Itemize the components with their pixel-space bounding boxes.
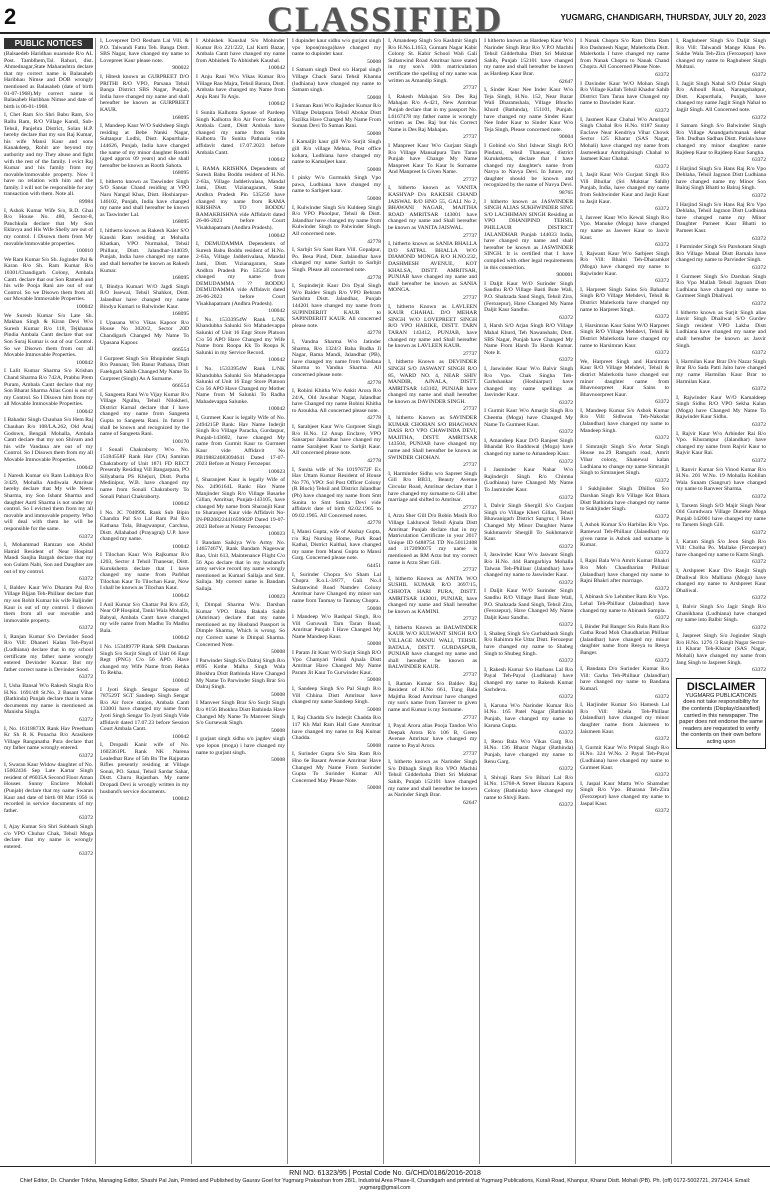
- classified-ad: I, hitherto known as Narinder Singh S/o Dilbagh Singh R/o VPO Machhi Tehsil Gidderbaha Distt Sri Muktsar Sahib, Punjab 152101 have changed my name and shall hereafter be known as Narinder Singh Brar.: [388, 759, 478, 799]
- ad-reference-number: 100042: [172, 635, 190, 642]
- ad-reference-number: 63372: [79, 717, 94, 723]
- classified-ad: I, Jagjit Singh Nahal S/O Didar Singh R/o Alhoull Road, Narangshahpur, Distt. Kapurthala, Punjab, have changed my name Jagjit Singh Nahal to Jagjit Singh. All Concerned note.: [676, 80, 766, 113]
- ad-reference-number: 50008: [271, 757, 286, 764]
- ad-reference-number: 63372: [752, 386, 766, 393]
- ad-reference-number: 63372: [752, 235, 766, 242]
- column-5: [386, 38, 480, 1164]
- classified-ad: I, Jaswinder Kaur W/o Jaswant Singh R/o H.No. 444 Ramgarhiya Mohalla Talwan Teh-Phillaur (Jalandhar) have changed my name to Jaswinder Kaur.: [484, 552, 574, 579]
- classified-ad: I, Harmilan Kaur Brar D/o Nazar Singh Brar R/o Sada Patti Jaito have changed my name Harmilan Kaur Brar to Harmilan Kaur.: [676, 358, 766, 385]
- classified-ad: We Ram Kumar S/o Sh. Joginder Pal & Karan R/o Sh. Ram Kumar R/o 10301/Chandigarh Colony, Ambala Cantt. declare that our Son Ramesh and his wife Pooja Rani are out of our Control. So we Disown them from all our Movable Immovable Properties.: [4, 256, 94, 303]
- classified-ad: I, RAMA KRISHNA Dependents of Suresh Babu Boddu resident of H.No. 2-63a, Village Jaddetivalasa, Mandal Jami, Distt. Vizianagaram, State Andhra Pradesh Pin 535250 have changed my name from RAMA KRISHNA TO BODDU RAMAKRISHNA vide Affidavit dated 26-06-2023 before Court Visakhapatnam (Andhra Pradesh).: [196, 165, 286, 232]
- classified-ad: I, hitherto Known as DEVINDER SINGH S/O JASWANT SINGH R/O 85, WARD NO. 4, NEAR SHIV MANDIR, AJNALA, DISTT. AMRITSAR 143102, PUNJAB have changed my name and shall hereafter be known as DAVINDER SINGH.: [388, 359, 478, 405]
- classified-ad: I Suman Rani W/o Rajinder Kumar R/o Village Dolatpura Tehsil Abohar Distt Fazilka Have Changed My Name From Suman Devi To Suman Rani.: [292, 103, 382, 130]
- ad-reference-number: 100042: [268, 232, 286, 239]
- classified-ad: I, Karuna W/o Narinder Kumar R/o H.No. 165 Patel Nagar (Bathinda) Punjab, have changed my name to Karuna Gupta.: [484, 702, 574, 729]
- ad-reference-number: 63372: [559, 543, 574, 550]
- ad-reference-number: 42778: [367, 520, 382, 527]
- ad-reference-number: 62647: [559, 78, 574, 85]
- ad-reference-number: 50008: [271, 727, 286, 734]
- disclaimer-title: DISCLAIMER: [686, 680, 756, 693]
- classified-ad: I Daljit Kaur W/O Surinder Singh Sandhu R/O Village Basti Bute Wali, P.O. Shahzada Sand Singh, Tehsil Zira, (Ferozepur), Have Changed My Name Daljit Kaur Sandhu.: [484, 280, 574, 314]
- footer: [0, 1166, 770, 1202]
- classified-ad: I Davinder Kaur W/O Mohan Singh R/o Village Kallah Tehsil Khadur Sahib District Tarn Taran have Changed my name to Dawinder Kaur.: [580, 80, 670, 107]
- ad-reference-number: 63372: [752, 265, 766, 271]
- ad-reference-number: 63372: [752, 559, 766, 566]
- ad-reference-number: 100042: [172, 678, 190, 685]
- classified-ad: I No. JC 704099L Rank Sub Bipin Chandra Pal S/o Lal Ram Pal R/o Kathana Tola, Bhagwanpur, Carchna, Distt. Allahabad (Prayagraj) U.P. have changed my name.: [100, 509, 190, 543]
- classified-ad: I Sukhjinder Singh Dhillon S/o Darshan Singh R/o Village Kot Bhara Distt Bathinda have changed my name to Sukhjinder Singh.: [580, 486, 670, 513]
- ad-reference-number: 50008: [367, 742, 382, 749]
- ad-reference-number: 100042: [268, 357, 286, 364]
- ad-reference-number: 50008: [271, 649, 286, 656]
- public-notices-header: PUBLIC NOTICES: [4, 38, 93, 49]
- ad-reference-number: 90004: [559, 134, 574, 141]
- classified-ad: We Suresh Kumar S/o Late Sh. Makhan Singh & Kiran Devi W/o Suresh Kumar R/o 118, Tejkhanas Pindia Ambala Cantt declare that our Son Suraj Kumar is out of our Control. So we Disown them from our all Movable Immovable Properties.: [4, 312, 94, 359]
- classified-ad: I, Dropadi Kanir wife of No. 1602361PL Rank NK Narena Lealedhar Raw of 5th Bn The Rajputan Rifles presently residing at Village Sonai, PO. Sanai, Tehsil Sardar Sahar, Distt. Churu Rajasthan. My name Dropadi Devi is wrongly written in my husband's service documents.: [100, 742, 190, 795]
- classified-ad: I, No. 16118873X Rank Hav Preetham Kr Sh R K Ponacha R/o Arasikere Village Ranganatha Pura declare that my father name wrongly entered.: [4, 725, 94, 752]
- ad-reference-number: 27737: [463, 85, 478, 92]
- classified-ad: I Jyoti Singh Sengar Spouse of 787529T SGT Sandeep Singh Sengar R/o Air force station, Ambala Cantt 133001 have changed my name from Jyoti Singh Sengar To Jyoti Singh Vide affidavit dated 17.07.23 before Session Court Ambala Cantt.: [100, 686, 190, 733]
- ad-reference-number: 27737: [463, 294, 478, 301]
- ad-reference-number: 100042: [76, 359, 94, 366]
- classified-ad: I Gurmeet Singh S/o Darshan Singh R/o Vpo Mallah Tehsil Jagraon Distt Ludhiana have changed my name to Gurmeet Singh Dhaliwal.: [676, 273, 766, 300]
- classified-ad: I, Bindya Kumari W/O Jagdi Singh R/O Issewal, Tehsil Shahkot, Distt. Jalandhar have changed my name Bindya Kumari to Balwinder Kaur.: [100, 283, 190, 310]
- classified-ad: I No. 15333954W Rank L/NK Khandubha Salunki S/o Mahadevappa Salunki of Unit 16 Engr Store Platoon C/o 56 APO Have Changed my Mother Name from M Salunki To Radha Mahadevappa Salunke.: [196, 365, 286, 405]
- ad-reference-number: 27737: [463, 176, 478, 183]
- ad-reference-number: 100170: [172, 438, 190, 445]
- dateline: YUGMARG, CHANDIGARH, THURSDAY, JULY 20, 2023: [560, 13, 766, 22]
- classified-ad: I Manpreet Kaur W/o Gurjant Singh R/o Village Mansalpura Tarn Taran Punjab have Change My Name Manpreet Kaur To Kaur Is Surname And Manpreet Is Given Name.: [388, 142, 478, 176]
- ad-reference-number: 50008: [367, 94, 382, 101]
- classified-ad: I, Sunita wife of No 10197672F Ex Hav Uttam Kumar Resident of House No 776, VPO: Sol Post Officer Colony (R Block) Tehsil and District Jalandhar (Pb) have changed my name from Smt Sunita to Smt Sunita Devi vide affidavit date of birth 02.02.1965 to 09.02.1965. All Concerned notes.: [292, 466, 382, 519]
- ad-reference-number: 168095: [172, 170, 190, 177]
- ad-reference-number: 27737: [463, 750, 478, 757]
- ad-reference-number: 168095: [172, 275, 190, 282]
- classified-ad: I Gurpreet Singh S/o Bhupinder Singh R/o Pannaur, Teh Banur Pathana, Distt Fatehgarh Sahib Changed My Name To Gurpreet (Singh) As A Surname.: [100, 355, 190, 382]
- classified-ad: I, Rajni Bala W/o Amrit Kumar Bhakri R/o Moh Chaudharian Phillaur (Jalandhar) have changed my name to Rajni Bhakri after marriage.: [580, 558, 670, 585]
- classified-ad: I, Shabeg Singh S/o Gurbakhash Singh R/o Rahimra Ke Uttar Distt. Ferozepur have changed my name to Shabeg Singh to Shubeg Singh.: [484, 630, 574, 657]
- ad-reference-number: 168095: [172, 311, 190, 318]
- classified-ad: I dupinder kaur sidhu w/o gurjant singh vpo lopon(moga)have changed my name to dupinder kaur.: [292, 38, 382, 58]
- ad-reference-number: 63372: [655, 585, 670, 592]
- ad-reference-number: 100042: [172, 733, 190, 740]
- ad-reference-number: 63372: [752, 624, 766, 631]
- classified-ad: I, Rajwinder Kaur W/O Kamaldeep Singh Sidhu R/O VPO Sekha Kalan (Moga) have Changed My Name To Rajwinder Kaur Sidhu.: [676, 394, 766, 421]
- classified-ad: I, Baldev Kaur W/o Dharam Pal R/o Village Bijjan Teh-Phillaur declare that my son Rohit Kumar his wife Baljinder Kaur is out of my control. I disown them from all our movable and immovable property.: [4, 584, 94, 624]
- masthead: [0, 0, 770, 39]
- classified-ad: I, Sharanjeet Kaur is legally Wife of No. 2496164L Rank: Hav Name Manjinder Singh R/o Village Basarke Gillan, Amritsar, Punjab-143105, have changed My name from Sharanjit Kaur to Sharanjeet Kaur vide Affidavit No-IN-PB20822441659902P Dated 19-07-2023 Before at Notary Ferozepur.: [196, 477, 286, 530]
- classified-ad: I Satnam singh Deol s/o Harpal singh Village Chack Sarai Tehsil Khanna (ludhiana) have changed my name to Satnam singh.: [292, 67, 382, 94]
- ad-reference-number: 42778: [367, 330, 382, 337]
- classified-ad: I, Amandeep Singh S/o Kashmir Singh R/o H.No.L1653, Gurnam Nagar Kabir Colony St. Kabir School Wali Gali Sultanwind Road Amritsar have stated in my son's 10th matriculation certificate the spelling of my name was written as Amandip Singh.: [388, 38, 478, 84]
- column-8: [674, 38, 768, 1164]
- classified-ad: I Satnam Singh S/o Balwinder Singh R/o Village Anandgarh/manak dehar Teh. Dudhan Sadhan Distt. Patiala have changed my minor daughter name Rajdeep Kaur to Rajdeep Kaur Sangha.: [676, 123, 766, 156]
- ad-reference-number: 27737: [463, 350, 478, 357]
- classified-ad: I, Surinder Chopra S/o Sham Lal Chopra R.o.L-3/877, Gali No.4 Sultanwind Road Namdev Colony Amritsar have Changed my minor son name from Tanmay to Tanmay Chopra.: [292, 571, 382, 604]
- ad-reference-number: 64451: [367, 562, 382, 569]
- classified-ad: I Gurmit Kaur W/o Amarjit Singh R/o Cheema (Moga) have Changed My Name To Gurmeet Kaur.: [484, 408, 574, 428]
- ad-reference-number: 100042: [172, 543, 190, 550]
- classified-ad: I, Abinash S/o Lehmber Ram R/o Vpo. Lehal Teh-Phillaur (Jalandhar) have changed my name to Abinash Sampla.: [580, 594, 670, 614]
- ad-reference-number: 100042: [268, 308, 286, 315]
- ad-reference-number: 63372: [655, 71, 670, 78]
- classified-ad: I, Raman Kumar S/o Baldev Raj Resident of H.No 661, Tung Bala Majitha Road Amritsar have changed my son's name from Tanveer to given name and Kumar is my Surname.: [388, 680, 478, 713]
- classified-ad: I, Raj Chadda S/o Inderjit Chadda R/o 117 Kh Mal Ram Hall Gate Amritsar have changed my name to Raj Kumar Chadda.: [292, 715, 382, 742]
- classified-ad: I Mandeep W/o Rashpal Singh, R/o Vill Guruwali Tarn Taran Road, Amritsar Punjab I Have Changed My Name Mandeep Kaur.: [292, 614, 382, 640]
- classified-ad: I Bandam Saikiya W/o Army No. 14657467Y, Rank Bandam Nageswar Rao, Unit 613, Maintenance Flight C/o 56 Apo declare that in my husband's army service record my name wrongly mentioned as Kumari Sailaja and Smt. Sailaja. My correct name is Bandam Sailaja.: [196, 539, 286, 592]
- classified-ad: I Upasana W/o Vikas Kapoor R/o House No 3020/2, Sector 20D Chandigarh Changed My Name To Upasana Kapoor.: [100, 319, 190, 346]
- ad-reference-number: 63372: [79, 752, 94, 759]
- classified-ad: I, Sarbjit S/o Sant Ram Vill. Gopalpur, Po. Besa Pind, Distt. Jalandhar have changed my name Sarbjit to Sarbjit Singh. Please all concerned note.: [292, 247, 382, 273]
- classified-ad: I Anil Kumar S/o Chattar Pal R/o 459, Near OP Hospital, Tanki Wala Mohalla, Babyal, Ambala Cantt have changed my wife name from Madhu To Madhu Bala.: [100, 601, 190, 634]
- classified-ad: I, Jasveer Kaur W/o Kewal Singh R/o Vpo. Manuke (Moga) have changed my name as Jasveer Kaur to Jasvir Kaur.: [580, 214, 670, 241]
- classified-ad: I, Rakesh Mahajan S/o Des Raj Mahajan R/o A-421, New Amritsar Punjab declare that in my passport No. L6167478 my father name is wrongly written as Des Raj but his Correct Name is Des Raj Mahajan.: [388, 93, 478, 133]
- ad-reference-number: 100042: [172, 796, 190, 803]
- ad-reference-number: 63372: [559, 658, 574, 665]
- classified-ad: I hitherto known as Surjit Singh alias Jasvir Singh Dhaliwal S/O Gurdev Singh resident VPO Lakha Distt Ludhiana have changed my name and shall hereafter be known as Jasvir Singh.: [676, 309, 766, 349]
- ad-reference-number: 63372: [559, 429, 574, 436]
- ad-reference-number: 63372: [655, 736, 670, 743]
- column-4: [290, 38, 384, 1164]
- ad-reference-number: 900022: [172, 65, 190, 72]
- ad-reference-number: 62647: [463, 799, 478, 806]
- classified-ad: I, Balvir Singh S/o Jagir Singh R/o Ghanikhana (Ludhiana) have changed my name into Balbir Singh.: [676, 603, 766, 624]
- classified-ad: I Parminder Singh S/o Parshotam Singh R/o Village Manal Distt Barnala have changed my name to Parvinder Singh.: [676, 244, 766, 264]
- column-6: [482, 38, 576, 1164]
- classified-ad: I, Mandeep Kumar S/o Ashok Kumar R/o Vill: Sidhwan Teh-Nakodar (Jalandhar) have changed my name to Mandeep Singh.: [580, 407, 670, 434]
- rni-line: RNI NO. 61323/95 | Postal Code No. G/CHD/0186/2016-2018: [289, 1170, 481, 1177]
- classified-ad: I, Harpreet Singh Sains S/o Bahadur Singh R/O Village Mehdevi, Tehsil & District Malerkotla have changed my name to Harpreet Singh.: [580, 286, 670, 313]
- classified-ad: I, hitherto known as Taswinder Singh S/O Sansar Chand residing at VPO Naru Nangal Khas, Distt. Hoshiarpur-146102, Punjab, India have changed my name and shall hereafter be known as Taswinder Lal.: [100, 178, 190, 218]
- ad-reference-number: 100042: [268, 157, 286, 164]
- ad-reference-number: 50008: [367, 641, 382, 648]
- ad-reference-number: 63372: [655, 772, 670, 779]
- ad-reference-number: 63372: [559, 458, 574, 465]
- ad-reference-number: 50008: [271, 691, 286, 698]
- classified-ad: I, Ranvir Kumar S/o Vinod Kumar R/o H.No. 201 W.No. 19 Mohalla Kohlian Wala Sunam (Sangrur) have changed my name to Ranveer Sharma.: [676, 466, 766, 493]
- column-3: [194, 38, 288, 1164]
- classified-ad: I Nanak Chopra S/o Ram Ditta Ram R/o Dashmesh Nagar, Malerkotla Distt. Malerkotla I have changed my name from Nanak Chopra to Nanak Chand Chopra. All Concerned Please Note.: [580, 38, 670, 71]
- ad-reference-number: 63372: [655, 513, 670, 520]
- classified-ad: I Lalit Kumar Sharma S/o Krishan Chand Sharma R/o 742A, Prabhu Prem Puram, Ambala Cantt declare that my Son Bharat Sharma Alias Goni is out of my Control. So I Disown him from my all Movable Immovable Properties.: [4, 368, 94, 408]
- classified-ad: I, Harjinder Kumar S/o Hamesh Lal R/o Vill: Khela Teh-Phillaur (Jalandhar) have changed my minor daughter name from Jaismeen to Jaismeen Kaur.: [580, 702, 670, 735]
- ad-reference-number: 27737: [463, 134, 478, 141]
- ad-reference-number: 168095: [172, 114, 190, 121]
- classified-ad: I, Harsimran Kaur Sains W/O Harpreet Singh R/O Village Mehdevi, Tehsil & District Malerkotla have changed my name to Harsimran Kaur.: [580, 322, 670, 349]
- ad-reference-number: 50008: [367, 130, 382, 137]
- classified-ad: I, Harminder Sidhu w/o Sapreet Singh Gill R/o BB31, Beauty Avenue Circular Road, Amritsar declare that I have changed my surname to Gill after marriage and shifted to Amritsar.: [388, 470, 478, 504]
- ad-reference-number: 63372: [559, 314, 574, 321]
- imprint-line: Chief Editor, Dr. Chander Trikha, Managing Editor, Shashi Pal Jain, Printed and Published by Gaurav Goel for Yugmarg Prakashan from 28/1, Industrial Area Phase-II, Chandigarh and printed at Yugmarg Publications, Kurali Road, Khanpur, Kharar Distt. Mohali (PB). Ph. (off) 0172-5002721, 2972414. Email: yugmarg@gmail.com: [19, 1178, 751, 1191]
- ad-reference-number: 98765: [559, 190, 574, 197]
- ad-reference-number: 900001: [556, 272, 574, 279]
- classified-ad: I, Dalvir Singh Shergill S/o Gurjant Singh r/o Village Kheri Gillan, Tehsil Bhawanigarh District Sangrur, I Have Changed My Minor Daughter Name Sukhmanvir Shergill To Sukhmanvir Kaur.: [484, 503, 574, 543]
- classified-ad: I, Surinder Gupta S/o Sita Ram R/o Hno 6e Basant Avenue Amritsar Have Changed My Name From Surinder Gupta To Surinder Kumar All Concerned May Please Note.: [292, 751, 382, 784]
- classified-ad: I, hitherto known as Rakesh Kaler S/O Kanshi Ram residing at Mohalla Khatkan, VPO Nurmahal, Tehsil Phillaur, Distt. Jalandhar-144039, Punjab, India have changed my name and shall hereafter be known as Rakesh Kumar.: [100, 228, 190, 274]
- classified-ad: I gurjant singh sidhu s/o jagdev singh vpo lopon (moga) i have changed my name to gurjant singh.: [196, 736, 286, 756]
- classified-ad: I, Jasjit Kaur W/o Gurjant Singh R/o Vill Bhullar (Sri Muktsar Sahib) Punjab, India, have changed my name from Sukhwinder Kaur and Jasjit Kaur to Jasjit Kaur.: [580, 172, 670, 205]
- ad-reference-number: 27737: [463, 567, 478, 574]
- classified-ad: I, Harsh S/O Arjan Singh R/O Village Mahal Khurd, Teh Nawanshahr, Distt. SBS Nagar, Punjab have Changed My Name From Harsh To Harsh Kumar. Note It.: [484, 323, 574, 356]
- ad-reference-number: 50008: [367, 706, 382, 713]
- ad-reference-number: 50008: [367, 677, 382, 684]
- classified-ad: I, Arzu Sher Gill D/o Robin Masih R/o Village Lakhuwal Tehsil Ajnala Distt Amritsar Punjab declare that in my Matriculation Certificate in year 2017 Unique ID 6488754 TD No.50112408 and 1172090075 my name is mentioned as RM Arzu but my correct name is Arzu Sher Gill.: [388, 513, 478, 566]
- ad-reference-number: 63372: [752, 114, 766, 121]
- classified-ad: I, Jaspal Kaur Mattu W/o Shamsher Singh R/o Vpo. Bharana Teh-Zira (Ferozepur) have changed my name to Jaspal Kaur.: [580, 780, 670, 807]
- classified-ad: I, hitherto known as VANITA KASHYAP D/o RAKESH CHAND JAISWAL R/O HNO 55, GALI No 2, BHAWANI NAGAR, MAJITHA ROAD AMRITSAR 143001 have changed my name and Shall hereafter be known as VANITA JAISWAL.: [388, 185, 478, 232]
- ad-reference-number: 63372: [752, 193, 766, 200]
- disclaimer-text: YUGMARG PUBLICATIONS does not take responsibility for the contents (Display/classified) carried in this newspaper. The paper does not endorse the same readers are requested to verify the contents on their own before acting upon: [679, 692, 763, 745]
- classified-ad: I, Kulwinder Singh S/o Kuldeep Singh R/o VPO Phoolpur, Tehsil & Distt. Jalandhar have changed my name from Kulwinder Singh to Palwinder Singh. All concerned note.: [292, 204, 382, 238]
- classified-ad: I, Ashok Kumar S/o Harbilas R/o Vpo. Ramewal Teh-Phillaur (Jalandhar) my given name is Ashok and surname is Kumar.: [580, 522, 670, 549]
- ad-reference-number: 63372: [559, 622, 574, 629]
- ad-reference-number: 63372: [655, 278, 670, 285]
- classified-ad: I Param Jit Kaur W/O Surjit Singh R/O Vpo Chamyari Tehsil Ajnala Distt Amritsar Have Changed My Name Param Jit Kaur To Gurwinder Kaur.: [292, 650, 382, 676]
- classified-ad: I, Binder Pal Banger S/o Rulu Ram R/o Gatha Road Moh Chaudharian Phillaur (Jalandhar) have changed my minor daughter name from Reeya to Reeya Banger.: [580, 623, 670, 657]
- ad-reference-number: 63372: [79, 576, 94, 583]
- classified-ad: I Daljit Kaur W/O Surinder Singh Sandhu R/O Village Basti Bute Wali, P.O. Shahzada Sand Singh, Tehsil Zira, (Ferozepur), Have Changed My Name Daljit Kaur Sandhu.: [484, 588, 574, 621]
- classified-ad: I No. 15333954W Rank L/NK Khandubha Salunki S/o Mahadevappa Salunki of Unit 16 Engr Store Platoon C/o 56 APO Have Changed my Wife Name from Roopa Kk To Roopa K Salunki in my Service Record.: [196, 316, 286, 356]
- ad-reference-number: 50008: [367, 166, 382, 173]
- ad-reference-number: 63372: [79, 851, 94, 858]
- ad-reference-number: 63372: [559, 694, 574, 701]
- classified-ad: I, Vandna Sharma W/o Jatinder Sharma, R/o 1324/3 Baba Budha Ji Nagar, Rama Mandi, Jalandhar (PB), have changed my name from Vandana Sharma to Vandna Sharma. All concerned please note.: [292, 338, 382, 378]
- classified-ad: I hitherto known as Hardeep Kaur W/o Narinder Singh Brar R/o V.P.O Machhi Tehsil Gidderbaha Distt Sri Muktsar Sahib, Punjab 152101 have changed my name and shall hereafter be known as Hardeep Kaur Brar.: [484, 38, 574, 77]
- ad-reference-number: 63372: [559, 802, 574, 809]
- ad-reference-number: 27737: [463, 504, 478, 511]
- classified-ad: I, Swaran Kaur Widow daughter of No. 15002436 Sep Late Kartar Singh resident of #6035A Second Floor Aman Houses Sunny Enclave Mohali (Punjab) declare that my name Swaran Kaur and date of birth 08 Mar 1956 is recorded in service documents of my father.: [4, 761, 94, 814]
- classified-ad: I, Bandana D/o Surinder Kumar R/o Vill: Garha Teh-Phillaur (Jalandhar) have changed my name to Bandana Kumari.: [580, 666, 670, 693]
- classified-ad: I, Hitesh known as GURPREET D/O PRITHI R/O VPO, Parsana Tehsil Banga District SBS Nagar, Punjab, India have changed my name and shall hereafter be known as GURPREET KAUR.: [100, 73, 190, 113]
- ad-reference-number: 50008: [367, 58, 382, 65]
- column-1: [2, 38, 96, 1164]
- classified-ad: I Kamaljit kaur gill W/o Surjit Singh gill R/o village Mehna, Post office kohara, Ludhiana have changed my name to Kamaljeet kaur.: [292, 139, 382, 166]
- ad-reference-number: 63372: [655, 549, 670, 556]
- disclaimer-box: [676, 678, 766, 749]
- classified-ad: I, Supinderjit Kaur D/o Dyal Singh W/o Baldev Singh R/o VPO Behram Sarishta Distt. Jalandhar, Punjab 144201 have changed my name from SUPINDERJIT KAUR to SAPINDERJIT KAUR. All concerned please note.: [292, 283, 382, 329]
- ad-reference-number: 63372: [559, 730, 574, 737]
- classified-ad: I, Rohini Khitha W/o Ankit Arora R/o 24/A, Old Jawahar Nagar, Jalandhar have Changed my name Rohini Khitha to Aroukha. All concerned please note.: [292, 388, 382, 414]
- classified-ad: I Gobind s/o Shri Ishwar Singh R/O Pindarsi, tehsil Thanesar, district Kurukshetra, declare that I have changed my daughter's name from Navya to Navya Devi. In future, my daughter should be known and recognized by the name of Navya Devi.: [484, 142, 574, 189]
- classified-ad: I Anju Rani W/o Vikas Kumar R/o Village Rao Majra, Tehsil Barara, Distt. Ambala have changed my Name from Anju Rani To Anju.: [196, 73, 286, 100]
- ad-reference-number: 63372: [655, 615, 670, 622]
- classified-ad: I, Ranjan Kumar S/o Devinder Sood R/o Vill: Dhaneri Kalan Teh-Payal (Ludhiana) declare that in my school certificate my father name wrongly entered Devinder Kumar. But my father correct name is Devinder Sood.: [4, 633, 94, 673]
- ad-reference-number: 63372: [559, 766, 574, 773]
- classified-columns: [2, 38, 768, 1164]
- classified-ad: I Simranjit Singh S/o Avtar Singh House no.29 Ramgarh road, Amrit Vihar colony, Shanewal kalan Ludhiana to change my name Simranjit Singh to Simranjeet Singh.: [580, 443, 670, 477]
- ad-reference-number: 63372: [655, 350, 670, 357]
- classified-ad: I Parwinder Singh S/o Dalraj Singh R/o #695 Kothe Malha Singh Wala Bhokhra Distt Bathinda Have Changed My Name To Parwinder Singh Brar S/o Dalraj Singh.: [196, 657, 286, 691]
- ad-reference-number: 100010: [76, 248, 94, 255]
- classified-ad: I No. 15348977P Rank SPR Daskaran Singh S/o Surjit Singh of Unit 66 Engr Regt (PNG) C/o 56 APO. Have changed my Wife Name from Rehka To Rekha.: [100, 644, 190, 677]
- classified-ad: I pinky W/o Gurmukh Singh Vpo pawa, Ludhiana have changed my name to Sarbjeet kaur.: [292, 175, 382, 195]
- ad-reference-number: 27737: [463, 616, 478, 623]
- ad-reference-number: 63372: [655, 242, 670, 249]
- classified-ad: I, Shivaji Ram S/o Bihari Lal R/o H.No. 15768-A Street Hazura Kapura Colony (Bathinda) have changed my name to Shivji Ram.: [484, 774, 574, 801]
- ad-reference-number: 100042: [172, 592, 190, 599]
- ad-reference-number: 50008: [367, 196, 382, 203]
- ad-reference-number: 63372: [655, 435, 670, 442]
- classified-ad: I, Renu Bala W/o Vikas Garg R/o H.No. 136 Bharat Nagar (Bathinda) Punjab, have changed my name to Renu Garg.: [484, 738, 574, 765]
- classified-ad: I, Lovepreet D/O Resham Lal Vill. & P.O. Talwandi Fattu Teh. Banga Distt. SBS Nagar, have changed my name to Lovepreet Kaur please note.: [100, 38, 190, 64]
- classified-ad: I Harjind Singh S/o Hans Raj R/o Vpo Dehlaha, Tehsil Jagraon Distt Ludhiana have changed name my Minor Son Balraj Singh Bhatti to Balraj Singh.: [676, 165, 766, 192]
- classified-ad: I, hitherto Known as BALWINDER KAUR W/O KULWANT SINGH R/O VILLAGE MANJU WALI, TEHSIL BATALA, DISTT. GURDASPUR, PUNJAB have changed my name and shall hereafter be known as BALWINDER KAUR.: [388, 624, 478, 671]
- classified-ad: I Harjind Singh S/o Hans Raj R/o Vpo Dehlaha, Tehsil Jagraon Distt Ludhiana have changed name my Minor Daughter Parneet Kaur Bhatti to Parneet Kaur.: [676, 201, 766, 235]
- ad-reference-number: 63372: [655, 163, 670, 170]
- ad-reference-number: 63372: [655, 657, 670, 664]
- classified-ad: I hitherto known as JASWINDER SINGH ALIAS SUKHWINDER SING S/O LACHHMAN SINGH Residing at VPO DHANIPIND TEHSIL PHILLAUR DISTRICT JALANDHAR Punjab 144033 India, have changed my name and shall hereafter be known as JASWINDER SINGH. It is certified that I have complied with other legal requirements in this connection.: [484, 198, 574, 271]
- ad-reference-number: 63372: [79, 815, 94, 822]
- classified-ad: I, Sinder Kaur Nee Inder Kaur W/o Teja Singh, H.No. 152, Near Bazar Wali Dharamshala, Village Bhucho Khurd (Bathinda), 151101, Punjab. have changed my name Sinder Kaur Nee Inder Kaur to Sinder Kaur W/o Teja Singh, Please concerned note.: [484, 87, 574, 133]
- classified-ad: I, Rajwant Kaur W/o Sarbjeet Singh R/o Vill: Bhaini Teh-Dharamkot (Moga) have changed my name to Rajwinder Kaur.: [580, 250, 670, 277]
- classified-ad: I, Sarabjeet Kaur W/o Gurpreet Singh R/o H.No. 12 Anup Enclave, VPO Sansarpur Jalandhar have changed my name Sarabjeet Kaur to Sarbjit Kaur. All concerned please note.: [292, 424, 382, 457]
- ad-reference-number: 63372: [559, 399, 574, 406]
- classified-ad: I, hitherto Known as SAVINDER KUMAR CHOHAN S/O BHAGWAN DASS R/O VPO CHAWINDA DEVI, MAJITHA, DISTT. AMRITSAR 143504, PUNJAB have changed my name and Shall hereafter be known as SWINDER CHOHAN.: [388, 415, 478, 461]
- classified-ad: I, Rakesh Kumar S/o Harbans Lal R/o Payal Teh-Payal (Ludhiana) have changed my name to Rakesh Kumar Sachdeva.: [484, 666, 574, 693]
- ad-reference-number: 63372: [752, 422, 766, 429]
- ad-reference-number: 27737: [463, 714, 478, 721]
- classified-ad: I Tilochan Kaur W/o Rajkumar R/o 1203, Sector 4 Tehsil Thanesar, Distt. Kurukshetra declare that I have changed my name from Parbhat Tilochan Kaur To Tilochan Kaur, Now I shall be known as Tilochan Kaur.: [100, 552, 190, 592]
- classified-ad: I, Raghubeer Singh S/o Daljit Singh R/o Vill: Talwandi Mange Khan Po. Sukhe Wala Teh-Zira (Ferozepur) have changed my name to Raghubeer Singh Multani.: [676, 38, 766, 71]
- classified-ad: I, Dimpal Sharma W/o. Darshan Kumar VPO. Baba Bakala Sahib (Amritsar) declare that my name mentioned as my Husband Passport is Dimple Sharma, Which is wrong. So my Correct name is Dimpal Sharma. Concerned Note.: [196, 602, 286, 648]
- ad-reference-number: 63372: [79, 674, 94, 681]
- classified-ad: I Bahadur Singh Chauhan S/o Hem Raj Chauhan R/o 108/LA.262, Old Anaj Godown, Bengali Mohalla, Ambala Cantt declare that my son Shivam and his wife Vandana are out of my Control. So I Disown them from my all Movable Immovable Properties.: [4, 417, 94, 464]
- classified-ad: I, DEMUDAMMA Dependents of Suresh Babu Boddu resident of H.No. 2-63a, Village Jaddetivalasa, Mandal Jami, Distt. Vizianagaram, State Andhra Pradesh Pin 535250 have changed my name from DEMUDAMMA ?? BODDU DEMUDAMMA vide Affidavit dated 26-06-2023 before Court Visakhapatnam (Andhra Pradesh).: [196, 241, 286, 307]
- ad-reference-number: 42778: [367, 415, 382, 422]
- ad-reference-number: 42778: [367, 458, 382, 465]
- column-7: [578, 38, 672, 1164]
- ad-reference-number: 63372: [752, 71, 766, 78]
- classified-ad: I Jasminder Kaur Nahar W/o Rajinderjit Singh R/o Chimna (Ludhiana) have Changed My Name To Jasminder Kaur.: [484, 467, 574, 493]
- classified-ad: I, Tarsem Singh S/O Majir Singh Near Old Gurudwara Village Duneke Moga Punjab 142001 have changed my name to Tarsem Singh Gill.: [676, 502, 766, 529]
- ad-reference-number: 42778: [367, 238, 382, 245]
- ad-reference-number: 63372: [752, 529, 766, 536]
- ad-reference-number: 63372: [752, 667, 766, 674]
- ad-reference-number: 100042: [268, 406, 286, 413]
- ad-reference-number: 63372: [752, 350, 766, 357]
- classified-ad: I, Amandeep Kaur D/O Ranjeet Singh Bhandal R/o Baddowal (Moga) have changed my name to Amandeep Kaur.: [484, 437, 574, 458]
- classified-ad: I, Rajvir Kaur W/o Arbinder Rai R/o Vpo. Khurampur (Jalandhar) have changed my name from Rajvir Kaur to Rajvir Kaur Rai.: [676, 430, 766, 457]
- classified-ad: I, Jasmeet Kaur Chahal W/o Amritpal Singh Chahal R/o H.No. 8187 Sunny Enclave Near Kendriya Vihar Chowk Sector 125 Kharar (SAS Nagar, Mohali) have changed my name from Jasmeetkaur Amritpalsingh Chahal to Jasmeet Kaur Chahal.: [580, 116, 670, 163]
- classified-ad: I, Jaspreet Singh S/o Joginder Singh R/o H.No. 1276 /3 Ranjit Nagar Sector-11 Kharar Teh-Kharar (SAS Nagar, Mohali) have changed my name from Jang Singh to Jaspreet Singh.: [676, 633, 766, 666]
- ad-reference-number: 63372: [79, 533, 94, 540]
- ad-reference-number: 63372: [655, 693, 670, 700]
- ad-reference-number: 63372: [752, 458, 766, 465]
- ad-reference-number: 63372: [752, 595, 766, 602]
- classified-ad: I Sonali Chakraborty W/o No. 15184558F Rank Hav (TA) Samiran Chakraborty of Unit 1871 FD RECT Presently Residing Vill Bangarpara, PO Sillyabaria PS Khejuri, Distt. Purba Medinipur, W.B. have changed my name from Sonali Chakraborty To Sonali Pahari Chakraborty.: [100, 447, 190, 500]
- ad-reference-number: 100023: [268, 593, 286, 600]
- ad-reference-number: 89984: [79, 199, 94, 206]
- classified-ad: I, Usha Bansal W/o Rakesh Singla R/o H.No. 1691/48 St.No. 2 Basant Vihar (Bathinda) Punjab declare that in some documents my name is mentioned as Manisha Singla.: [4, 683, 94, 716]
- classified-ad: I, Karam Singh S/o Jeon Singh R/o Vill: Cholha Po. Mallake (Ferozepur) have changed my name to Karm Singh.: [676, 538, 766, 558]
- classified-ad: I, hitherto Known as LAVLEEN KAUR CHAHAL D/O MEHAR SINGH W/O LOVEPREET SINGH R/O VPO HARIKE, DISTT. TARN TARAN 143412, PUNJAB, have changed my name and Shall hereafter be known as LAVLEEN KAUR.: [388, 303, 478, 350]
- ad-reference-number: 42778: [367, 379, 382, 386]
- classified-ad: I, Sandeep Singh S/o Pal Singh R/o Vill Chhina Distt Amritsar have changed my name Sandeep Singh.: [292, 686, 382, 706]
- ad-reference-number: 100042: [76, 303, 94, 310]
- classified-ad: I, hitherto known as SANIA BHALLA D/O SATPAL BHALLA W/O DIAMOND MONGA R/O H.NO.232, DASHMESH AVENUE, KOT KHALSA, DISTT. AMRITSAR, PUNJAB have changed my name and shall hereafter be known as SANIA MONGA.: [388, 241, 478, 294]
- ad-reference-number: 63372: [655, 107, 670, 114]
- classified-ad: I, Mohammad Ramzan son Abdul Hamid Resident of Near Hospital Mandi Sanjha Bargah declare that my son Gulam Nabi, Son and Daughter are out of my control.: [4, 542, 94, 575]
- classified-ad: I, Ajay Kumar S/o Shri Subhash Singh c/o VPO Chuhar Chak, Tehsil Moga declare that my name is wrongly entered.: [4, 823, 94, 850]
- ad-reference-number: 50008: [367, 605, 382, 612]
- classified-ad: I, Mansi Gupta, wife of Akshay Gupta, r/o Raj Nursing Home, Park Road Kathal, District Kaithal, have changed my name from Mansi Gupta to Mansi Garg. Concerned please note.: [292, 528, 382, 562]
- classified-ad: I, Mandeep Kaur W/O Sukhdeep Singh residing at Bebe Nanki Nagar, Sultanpur Lodhi, Distt. Kapurthala-144626, Punjab, India have changed the name of my minor daughter Roothi (aged approx 09 years) and she shall hereafter be known as Rooth Sahota.: [100, 123, 190, 169]
- classified-ad: I, Ashok Kumar Wife S/o, R.D. Ghai R/o House No. 480, Sector-8, Panchkula declare that My Son Eklavya and His Wife Shelly are out of my control. I Disown them from My movable/immovable properties.: [4, 207, 94, 247]
- classified-ad: I Manveer Singh Brar S/o Surjit Singh R/o #156 Bhokhra Distt Bathinda Have Changed My Name To Manveer Singh S/o Gursewak Singh.: [196, 700, 286, 727]
- ad-reference-number: 50008: [367, 785, 382, 792]
- ad-reference-number: 63372: [559, 579, 574, 586]
- classified-ad: I, hitherto Known as ANITA W/O SUSHIL KUMAR R/O 3697/15, CHHOTA HARI PURA, DISTT. AMRITSAR 143001, PUNJAB, have changed my name and Shall hereafter be known as KAMINI.: [388, 575, 478, 615]
- classified-ad: I, Sangeeta Rani W/o Vijay Kumar R/o Village Ngulhu, Tehsil Nilokheri, District Karnal declare that I have changed my name from Sangeeta Gupta to Sangeeta Rani. In future I shall be known and recognized by the name of Sangeeta Rani.: [100, 391, 190, 438]
- ad-reference-number: 63372: [655, 206, 670, 213]
- ad-reference-number: 27737: [463, 232, 478, 239]
- ad-reference-number: 27737: [463, 406, 478, 413]
- ad-reference-number: 63372: [655, 808, 670, 815]
- ad-reference-number: 63372: [655, 477, 670, 484]
- ad-reference-number: 666554: [172, 383, 190, 390]
- ad-reference-number: 168095: [172, 219, 190, 226]
- ad-reference-number: 666554: [172, 347, 190, 354]
- ad-reference-number: 63372: [752, 157, 766, 164]
- classified-ad: I Naresh Kumar s/o Ram Lubhaya R/o 3/429, Mohalla Andiwala Amritsar hereby declare that My wife Neeru Sharma, my Son Ishant Sharma and daughter Aarti Sharma is not under my control. So I evicted them from my all movable and immovable property. Who will deal with them he will be responsible for the same.: [4, 473, 94, 532]
- ad-reference-number: 100042: [76, 464, 94, 471]
- section-title: CLASSIFIED: [266, 0, 504, 39]
- ad-reference-number: 63372: [79, 625, 94, 632]
- classified-ad: I, Chet Ram S/o Shri Babu Ram, S/o Rallu Ram, R/O Village Kandi, Sub-Tehsil, Panjehra District, Solan H.P. hereby declare that my son Raj Kumar, his wife Mansi Kaur and sons Kanakdeep, Rohit are beyond my authority and my They abuse and fight with the rest of the family. I evict Raj Kumar and his family from my movable/immovable property. Now I have no relation with him and the family. I will not be responsible for any transaction with them. Note all.: [4, 112, 94, 198]
- ad-reference-number: 63372: [655, 399, 670, 406]
- ad-reference-number: 100023: [268, 468, 286, 475]
- classified-ad: I, Jaswinder Kaur W/o Balvir Singh R/o Vpo. Chak Singha Teh-Garhshankar (Hoshiarpur) have changed my name spellings as Jasvinder Kaur.: [484, 365, 574, 399]
- ad-reference-number: 63372: [752, 494, 766, 500]
- ad-reference-number: 63372: [559, 494, 574, 501]
- ad-reference-number: 63372: [655, 314, 670, 321]
- ad-reference-number: 63372: [752, 300, 766, 307]
- classified-ad: I Abhishek Kaushal S/o Mohinder Kumar R/o 221/222, Lal Kurti Bazar, Ambala Cantt have changed my name from Abhishek To Abhishek Kaushal.: [196, 38, 286, 64]
- classified-ad: I, Arshpreet Kaur D/o Ranjit Singh Dhaliwal R/o Malliana (Moga) have changed my name to Arshpreet Kaur Dhaliwal.: [676, 567, 766, 594]
- ad-reference-number: 27737: [463, 672, 478, 679]
- ad-reference-number: 42778: [367, 274, 382, 281]
- ad-reference-number: 100042: [172, 501, 190, 508]
- classified-ad: I, Gurmit Kaur W/o Pritpal Singh R/o H.No. 324 W.No. 2 Payal Teh-Payal (Ludhiana) have changed my name to Gurmeet Kaur.: [580, 744, 670, 771]
- ad-reference-number: 63372: [559, 357, 574, 364]
- ad-reference-number: 100042: [76, 408, 94, 415]
- ad-reference-number: 100042: [268, 65, 286, 72]
- column-2: [98, 38, 192, 1164]
- classified-ad: I Sunita Kalhotra Spouse of Pardeep Singh Kalhotra R/o Air Force Station, Ambala Cantt, Distt Ambala have changed my name from Sunita Kalhotra To Sunita Pathania vide affidavit dated 17.07.2023 before Ambala Cantt.: [196, 109, 286, 156]
- ad-reference-number: 27737: [463, 462, 478, 469]
- classified-ad: I, Payal Arora alias Pooja Tandon W/o Deepak Arora R/o 106 B, Green Avenue Amritsar have changed my name to Payal Arora.: [388, 723, 478, 749]
- ad-reference-number: 100023: [268, 531, 286, 538]
- page-number: 2: [4, 4, 17, 29]
- classified-ad: We, Harpreet Singh and Harsimran Kaur R/O Village Mehdevi, Tehsil & district Malerkotla have changed our minor daughter name from Bhavnoorpreet Kaur Sains to Bhavnoorpreet Kaur.: [580, 358, 670, 398]
- classified-ad: (Balsaedeb Haridhau nuarnsde R/o AL Post. Tamblhem,Tal. Rahuri, dist. Ahmednagar,State Maharashtra declare that my correct name is Balasaheb Haribhau Nimse and DOB wrongly mentioned as Balasaheb (date of birth 01-07-1968).My correct name is Balasaheb Haribhau Nimse and date of birth is 06-01-1968.: [4, 51, 94, 110]
- ad-reference-number: 100042: [268, 101, 286, 108]
- classified-ad: I, Gurmeet Kaur is legally Wife of No. 2494215P Rank: Hav Name Inderjit Singh R/o Village Paracha, Gurdaspur, Punjab-143602, have changed My name from Gurmit Kaur to Gurmeet Kaur vide Affidavit No PB198824683094641 Dated 17-07-2023 Before at Notary Ferozepur.: [196, 415, 286, 468]
